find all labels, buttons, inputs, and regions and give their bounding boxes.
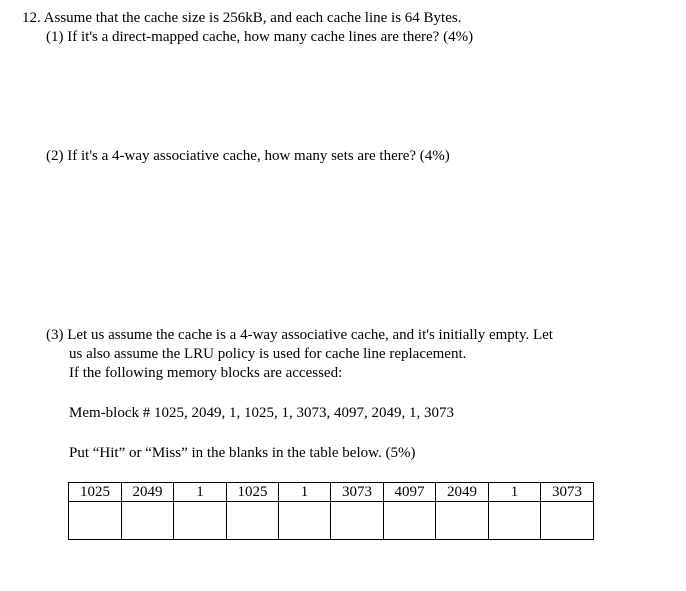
- hit-miss-table: [68, 482, 594, 540]
- table-answer-row: [69, 502, 594, 540]
- answer-blank-cell[interactable]: [227, 502, 279, 540]
- block-cell: 3073: [541, 483, 594, 502]
- block-cell: 2049: [122, 483, 174, 502]
- question-part-3-line-3: If the following memory blocks are accessed:: [69, 365, 343, 381]
- question-part-2: (2) If it's a 4-way associative cache, how many sets are there? (4%): [46, 148, 450, 164]
- table-header-row: [69, 483, 594, 502]
- block-cell: 1025: [69, 483, 122, 502]
- block-cell: 1: [489, 483, 541, 502]
- question-header: 12. Assume that the cache size is 256kB, and each cache line is 64 Bytes.: [22, 10, 462, 26]
- block-cell: 3073: [331, 483, 384, 502]
- answer-blank-cell[interactable]: [122, 502, 174, 540]
- block-cell: 1025: [227, 483, 279, 502]
- block-cell: 1: [174, 483, 227, 502]
- answer-blank-cell[interactable]: [384, 502, 436, 540]
- answer-blank-cell[interactable]: [489, 502, 541, 540]
- answer-blank-cell[interactable]: [69, 502, 122, 540]
- answer-blank-cell[interactable]: [541, 502, 594, 540]
- block-cell: 1: [279, 483, 331, 502]
- answer-blank-cell[interactable]: [174, 502, 227, 540]
- answer-blank-cell[interactable]: [279, 502, 331, 540]
- answer-blank-cell[interactable]: [436, 502, 489, 540]
- memory-access-sequence: Mem-block # 1025, 2049, 1, 1025, 1, 3073, 4097, 2049, 1, 3073: [69, 405, 454, 421]
- answer-blank-cell[interactable]: [331, 502, 384, 540]
- question-part-3-line-2: us also assume the LRU policy is used for cache line replacement.: [69, 346, 467, 362]
- block-cell: 4097: [384, 483, 436, 502]
- question-part-1: (1) If it's a direct-mapped cache, how many cache lines are there? (4%): [46, 29, 474, 45]
- table-instruction: Put “Hit” or “Miss” in the blanks in the table below. (5%): [69, 445, 416, 461]
- block-cell: 2049: [436, 483, 489, 502]
- question-part-3-line-1: (3) Let us assume the cache is a 4-way associative cache, and it's initially empty. Let: [46, 327, 553, 343]
